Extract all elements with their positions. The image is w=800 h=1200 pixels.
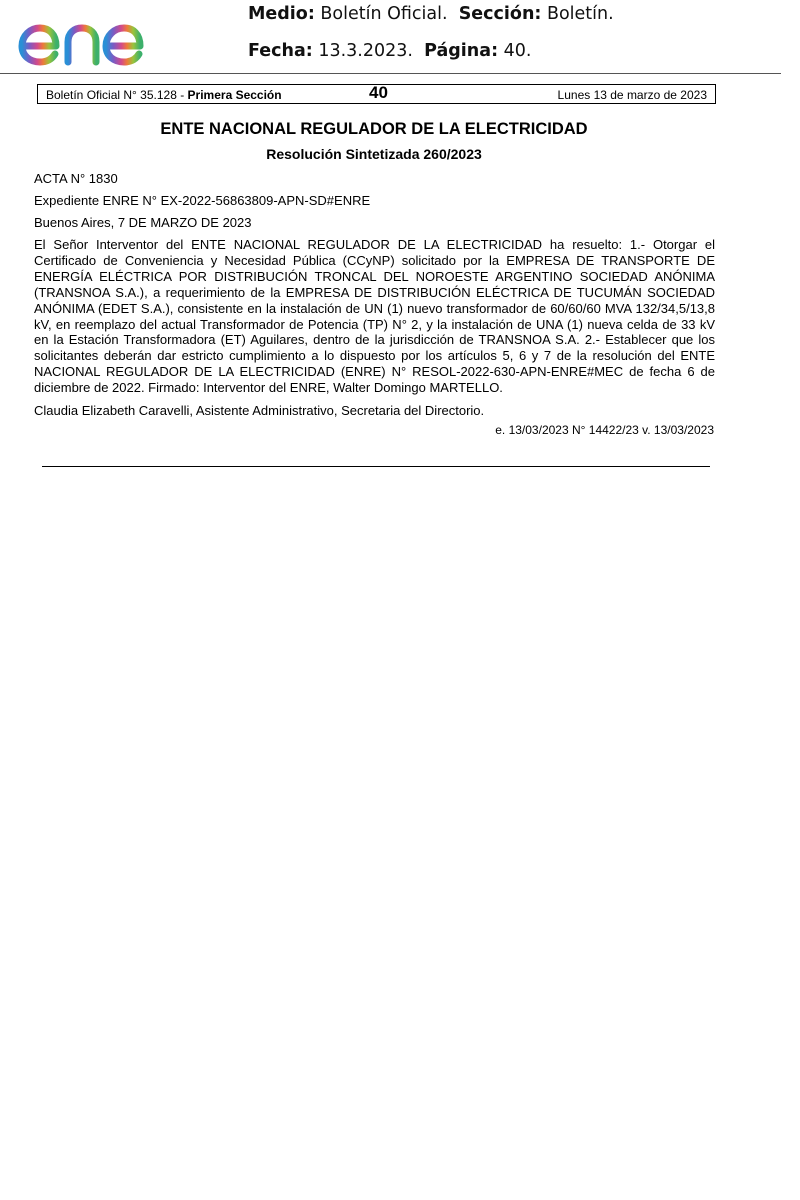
- resolution-title: Resolución Sintetizada 260/2023: [266, 146, 482, 162]
- body-line: en la Estación Transformadora (ET) Aguilares, dentro de la jurisdicción de TRANSNOA S.A. 2.- Establecer que los: [34, 332, 715, 348]
- body-line: NACIONAL REGULADOR DE LA ELECTRICIDAD (ENRE) N° RESOL-2022-630-APN-ENRE#MEC de fecha 6 de: [34, 364, 715, 380]
- boletin-header-bar: [37, 84, 716, 104]
- body-line: El Señor Interventor del ENTE NACIONAL REGULADOR DE LA ELECTRICIDAD ha resuelto: 1.- Otorgar el: [34, 237, 715, 252]
- end-divider: [42, 466, 710, 467]
- pagina-label: Página:: [424, 41, 499, 61]
- boletin-number: [46, 88, 282, 102]
- body-line: (TRANSNOA S.A.), a requerimiento de la EMPRESA DE DISTRIBUCIÓN ELÉCTRICA DE TUCUMÁN SOCIEDAD: [34, 284, 715, 300]
- header-line-fecha: [248, 41, 531, 61]
- body-line: diciembre de 2022. Firmado: Interventor del ENRE, Walter Domingo MARTELLO.: [34, 380, 503, 396]
- medio-label: Medio:: [248, 4, 315, 24]
- medio-value: Boletín Oficial.: [314, 4, 448, 24]
- header-divider: [0, 73, 781, 74]
- acta-number: ACTA N° 1830: [34, 171, 118, 186]
- enel-logo-graphic: [16, 14, 172, 70]
- enel-logo: [16, 14, 172, 70]
- seccion-label: Sección:: [458, 4, 542, 24]
- resolution-body: [34, 237, 715, 396]
- body-line: solicitantes deberán dar estricto cumplimiento a lo dispuesto por los artículos 5, 6 y 7 de la resolución del ENTE: [34, 348, 715, 364]
- seccion-value: Boletín.: [541, 4, 614, 24]
- place-date: Buenos Aires, 7 DE MARZO DE 2023: [34, 215, 252, 230]
- boletin-number-text: Boletín Oficial N° 35.128 -: [46, 88, 188, 102]
- publication-reference: e. 13/03/2023 N° 14422/23 v. 13/03/2023: [495, 423, 714, 437]
- entity-title: ENTE NACIONAL REGULADOR DE LA ELECTRICIDAD: [160, 120, 588, 138]
- header-line-medio: [248, 4, 614, 24]
- body-line: ANÓNIMA (EDET S.A.), consistente en la instalación de UN (1) nuevo transformador de 60/60/60 MVA 132/34,5/13,8: [34, 300, 715, 316]
- fecha-label: Fecha:: [248, 41, 313, 61]
- boletin-date: Lunes 13 de marzo de 2023: [557, 88, 707, 102]
- boletin-page-number: 40: [369, 83, 388, 102]
- body-line: Certificado de Conveniencia y Necesidad Pública (CCyNP) solicitado por la EMPRESA DE TRANSPORTE DE: [34, 252, 715, 268]
- fecha-value: 13.3.2023.: [312, 41, 413, 61]
- signature: Claudia Elizabeth Caravelli, Asistente Administrativo, Secretaria del Directorio.: [34, 403, 485, 418]
- pagina-value: 40.: [498, 41, 532, 61]
- expediente: Expediente ENRE N° EX-2022-56863809-APN-SD#ENRE: [34, 193, 371, 208]
- boletin-section: Primera Sección: [187, 88, 282, 102]
- body-line: ENERGÍA ELÉCTRICA POR DISTRIBUCIÓN TRONCAL DEL NOROESTE ARGENTINO SOCIEDAD ANÓNIMA: [34, 268, 715, 284]
- body-line: kV, en reemplazo del actual Transformador de Potencia (TP) N° 2, y la instalación de UNA (1) nueva celda de 33 kV: [34, 316, 715, 332]
